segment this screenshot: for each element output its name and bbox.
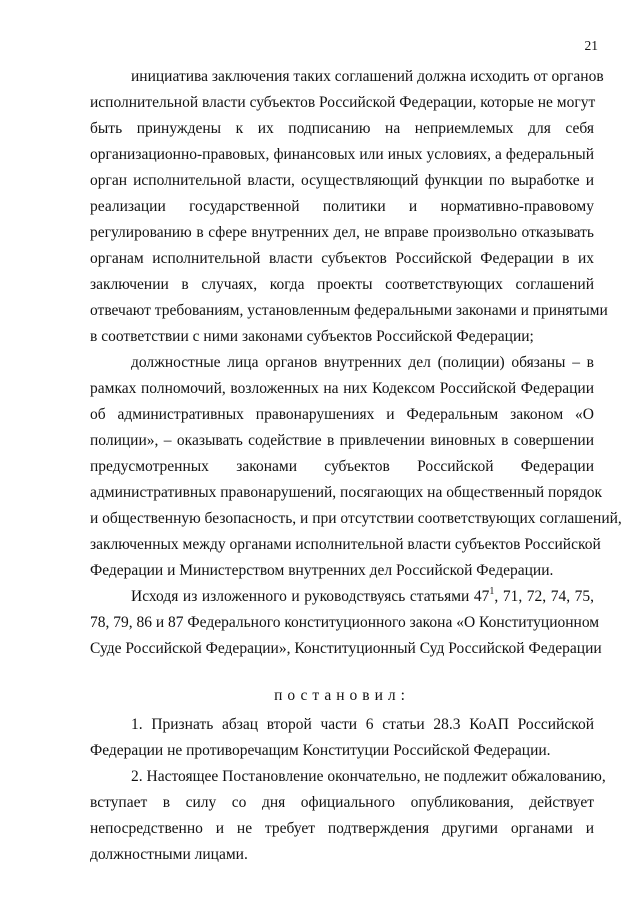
text-segment: Исходя из изложенного и руководствуясь статьями 47 xyxy=(131,588,490,605)
resolution-heading: постановил: xyxy=(274,687,410,704)
text-line: заключенных между органами исполнительной власти субъектов Российской xyxy=(90,536,601,553)
text-line: отвечают требованиям, установленным федеральными законами и принятыми xyxy=(90,302,608,319)
text-line: и общественную безопасность, и при отсутствии соответствующих соглашений, xyxy=(90,510,622,527)
text-line: инициатива заключения таких соглашений должна исходить от органов xyxy=(131,68,604,85)
text-line: орган исполнительной власти, осуществляющий функции по выработке и xyxy=(90,172,594,189)
superscript: 1 xyxy=(489,586,495,597)
text-line: регулированию в сфере внутренних дел, не вправе произвольно отказывать xyxy=(90,224,594,241)
text-line: Федерации и Министерством внутренних дел Российской Федерации. xyxy=(90,562,554,579)
text-line: должностные лица органов внутренних дел (полиции) обязаны – в xyxy=(131,354,594,371)
text-line: рамках полномочий, возложенных на них Кодексом Российской Федерации xyxy=(90,380,594,397)
text-line: непосредственно и не требует подтверждения другими органами и xyxy=(90,820,594,837)
text-line: должностными лицами. xyxy=(90,846,248,863)
text-line: административных правонарушений, посягающих на общественный порядок xyxy=(90,484,603,501)
text-line: в соответствии с ними законами субъектов Российской Федерации; xyxy=(90,328,534,345)
text-segment: , 71, 72, 74, 75, xyxy=(494,588,594,605)
text-line: Суде Российской Федерации», Конституционный Суд Российской Федерации xyxy=(90,640,602,657)
text-line: исполнительной власти субъектов Российской Федерации, которые не могут xyxy=(90,94,596,111)
text-line: организационно-правовых, финансовых или иных условиях, а федеральный xyxy=(90,146,594,163)
text-line: об административных правонарушениях и Федеральным законом «О xyxy=(90,406,594,423)
text-line: заключении в случаях, когда проекты соответствующих соглашений xyxy=(90,276,594,293)
text-line: полиции», – оказывать содействие в привлечении виновных в совершении xyxy=(90,432,594,449)
text-line: вступает в силу со дня официального опубликования, действует xyxy=(90,794,594,811)
page-number: 21 xyxy=(584,38,598,53)
text-line: Федерации не противоречащим Конституции Российской Федерации. xyxy=(90,742,551,759)
text-line xyxy=(131,587,594,607)
text-line: предусмотренных законами субъектов Российской Федерации xyxy=(90,458,594,475)
text-line: реализации государственной политики и нормативно-правовому xyxy=(90,198,594,215)
text-line: органам исполнительной власти субъектов Российской Федерации в их xyxy=(90,250,594,267)
text-line: быть принуждены к их подписанию на неприемлемых для себя xyxy=(90,120,594,137)
text-line: 78, 79, 86 и 87 Федерального конституционного закона «О Конституционном xyxy=(90,614,600,631)
text-line: 2. Настоящее Постановление окончательно, не подлежит обжалованию, xyxy=(131,768,606,785)
text-line: 1. Признать абзац второй части 6 статьи 28.3 КоАП Российской xyxy=(131,716,594,733)
